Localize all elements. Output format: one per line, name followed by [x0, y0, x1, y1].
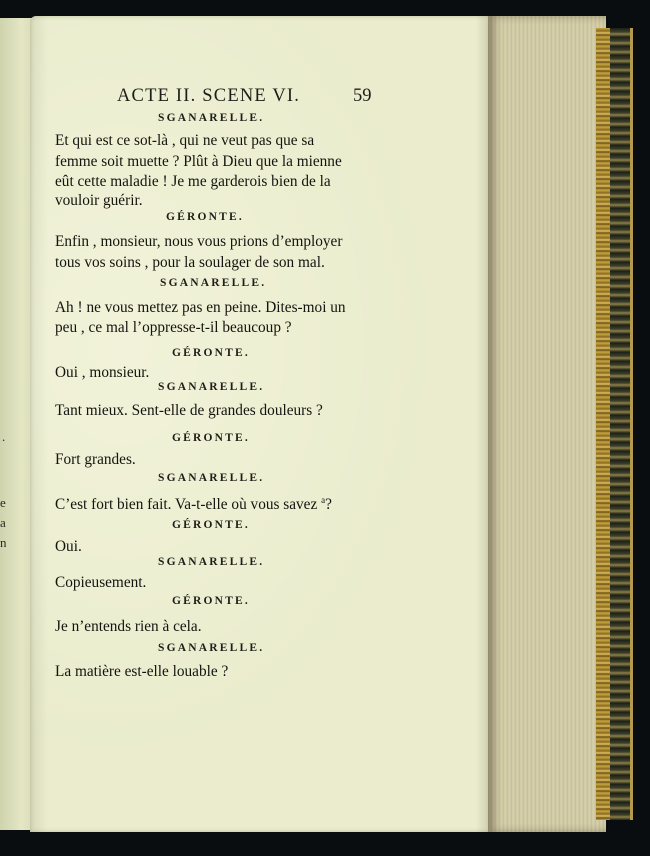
dialogue-line: femme soit muette ? Plût à Dieu que la mienne: [55, 153, 342, 170]
page-number: 59: [353, 86, 372, 106]
dialogue-line: Oui.: [55, 538, 82, 555]
page-block-edges: [488, 16, 606, 832]
dialogue-line: [55, 490, 332, 515]
speaker-heading: GÉRONTE.: [172, 595, 250, 607]
dialogue-line: tous vos soins , pour la soulager de son mal.: [55, 254, 325, 271]
dialogue-line: Ah ! ne vous mettez pas en peine. Dites-moi un: [55, 299, 346, 316]
speaker-heading: SGANARELLE.: [158, 381, 265, 393]
dialogue-line: Je n’entends rien à cela.: [55, 618, 202, 635]
speaker-heading: SGANARELLE.: [160, 277, 267, 289]
dialogue-line: Fort grandes.: [55, 451, 136, 468]
dialogue-line: Et qui est ce sot-là , qui ne veut pas que sa: [55, 132, 315, 149]
dialogue-line: eût cette maladie ! Je me garderois bien de la: [55, 173, 331, 190]
speaker-heading: GÉRONTE.: [172, 519, 250, 531]
dialogue-line: Tant mieux. Sent-elle de grandes douleurs ?: [55, 402, 323, 419]
dialogue-line: Oui , monsieur.: [55, 364, 150, 381]
speaker-heading: SGANARELLE.: [158, 642, 265, 654]
speaker-heading: GÉRONTE.: [172, 347, 250, 359]
facing-page-mark: n: [0, 535, 7, 550]
speaker-heading: SGANARELLE.: [158, 556, 265, 568]
speaker-heading: GÉRONTE.: [172, 432, 250, 444]
dialogue-line: peu , ce mal l’oppresse-t-il beaucoup ?: [55, 319, 292, 336]
dialogue-line: La matière est-elle louable ?: [55, 663, 229, 680]
facing-page-mark: .: [2, 429, 6, 444]
gilt-edge: [596, 28, 610, 820]
dialogue-line: Enfin , monsieur, nous vous prions d’employer: [55, 233, 343, 250]
facing-page-mark: e: [0, 495, 6, 510]
dialogue-line: vouloir guérir.: [55, 192, 143, 209]
footnote-marker: a: [321, 495, 326, 505]
dialogue-text: C’est fort bien fait. Va-t-elle où vous savez: [55, 496, 318, 514]
dialogue-punctuation: ?: [325, 496, 332, 514]
speaker-heading: GÉRONTE.: [166, 211, 244, 223]
book-binding: [610, 28, 633, 820]
facing-page-mark: a: [0, 515, 6, 530]
running-header: ACTE II. SCENE VI.: [117, 86, 301, 106]
speaker-heading: SGANARELLE.: [158, 112, 265, 124]
dialogue-line: Copieusement.: [55, 574, 147, 591]
speaker-heading: SGANARELLE.: [158, 472, 265, 484]
